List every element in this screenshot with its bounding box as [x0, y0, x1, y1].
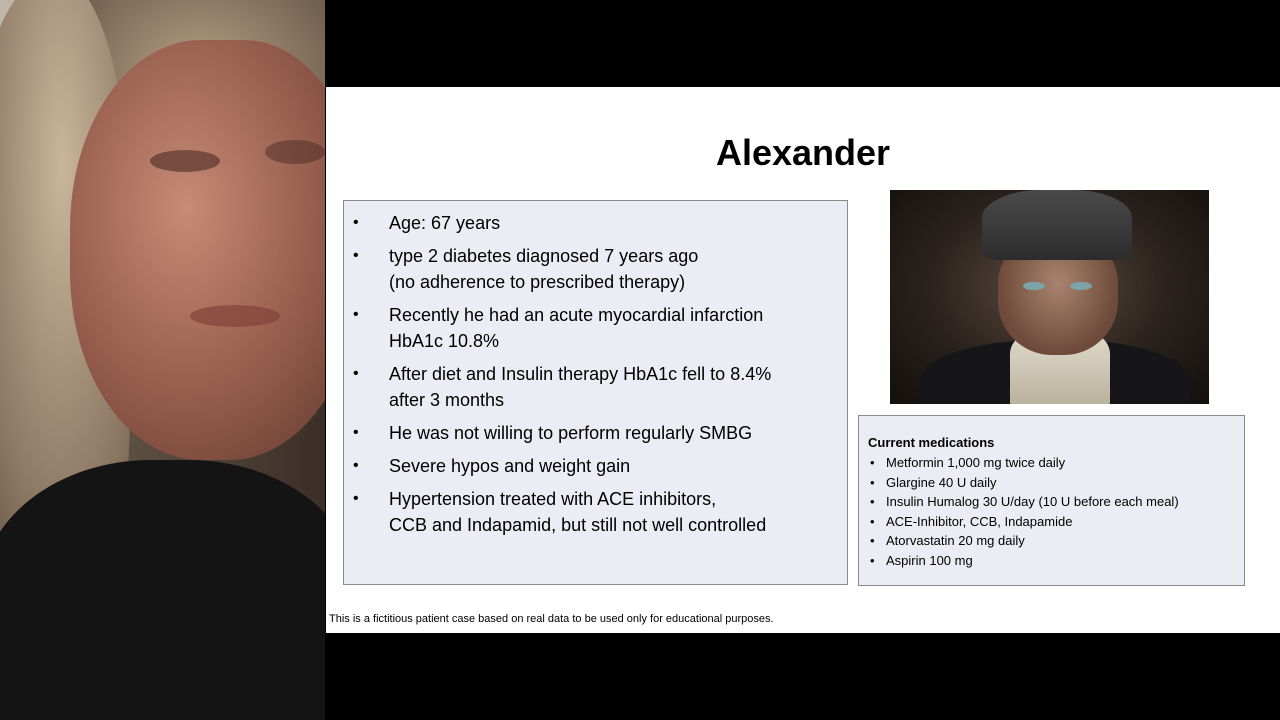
bullet-icon: •: [870, 513, 875, 529]
medication-text: Insulin Humalog 30 U/day (10 U before each meal): [886, 494, 1179, 509]
medication-item: [859, 551, 1244, 571]
bullet-icon: •: [870, 552, 875, 568]
patient-info-text: Recently he had an acute myocardial infarction HbA1c 10.8%: [389, 305, 764, 351]
patient-info-list: [344, 210, 847, 545]
patient-info-text: Hypertension treated with ACE inhibitors, CCB and Indapamid, but still not well controlled: [389, 489, 767, 535]
medication-text: Aspirin 100 mg: [886, 552, 973, 568]
bullet-icon: •: [870, 455, 875, 470]
patient-info-item: [344, 210, 847, 236]
medications-title: Current medications: [868, 435, 995, 450]
medication-item: [859, 473, 1244, 493]
medication-item: [859, 512, 1244, 532]
bullet-icon: •: [870, 533, 875, 548]
presentation-slide: [326, 87, 1280, 633]
patient-info-item: [344, 420, 847, 446]
medication-text: Metformin 1,000 mg twice daily: [886, 455, 1066, 470]
medications-box: [858, 415, 1245, 586]
bullet-icon: •: [353, 457, 359, 474]
patient-info-item: [344, 486, 847, 538]
medications-list: [859, 453, 1244, 570]
medication-text: Glargine 40 U daily: [886, 474, 997, 490]
disclaimer-text: This is a fictitious patient case based on real data to be used only for educational purposes.: [329, 613, 774, 625]
medication-item: [859, 453, 1244, 473]
patient-info-item: [344, 361, 847, 413]
medication-item: [859, 492, 1244, 512]
bullet-icon: •: [870, 494, 875, 509]
patient-info-item: [344, 243, 847, 295]
patient-info-text: He was not willing to perform regularly SMBG: [389, 423, 753, 443]
slide-title: Alexander: [715, 132, 891, 173]
patient-info-box: [343, 200, 848, 585]
bullet-icon: •: [353, 490, 359, 507]
patient-info-text: Age: 67 years: [389, 213, 501, 233]
bullet-icon: •: [353, 214, 359, 231]
patient-info-text: After diet and Insulin therapy HbA1c fell to 8.4% after 3 months: [389, 364, 772, 410]
bullet-icon: •: [353, 306, 359, 323]
medication-text: Atorvastatin 20 mg daily: [886, 533, 1025, 548]
medication-text: ACE-Inhibitor, CCB, Indapamide: [886, 513, 1073, 529]
patient-photo: [890, 190, 1209, 404]
bullet-icon: •: [353, 424, 359, 441]
patient-info-item: [344, 302, 847, 354]
bullet-icon: •: [353, 365, 359, 382]
medication-item: [859, 531, 1244, 551]
webcam-video-feed: [0, 0, 325, 720]
patient-info-text: Severe hypos and weight gain: [389, 456, 631, 476]
bullet-icon: •: [353, 247, 359, 264]
patient-info-text: type 2 diabetes diagnosed 7 years ago (no adherence to prescribed therapy): [389, 246, 699, 292]
bullet-icon: •: [870, 474, 875, 490]
patient-info-item: [344, 453, 847, 479]
